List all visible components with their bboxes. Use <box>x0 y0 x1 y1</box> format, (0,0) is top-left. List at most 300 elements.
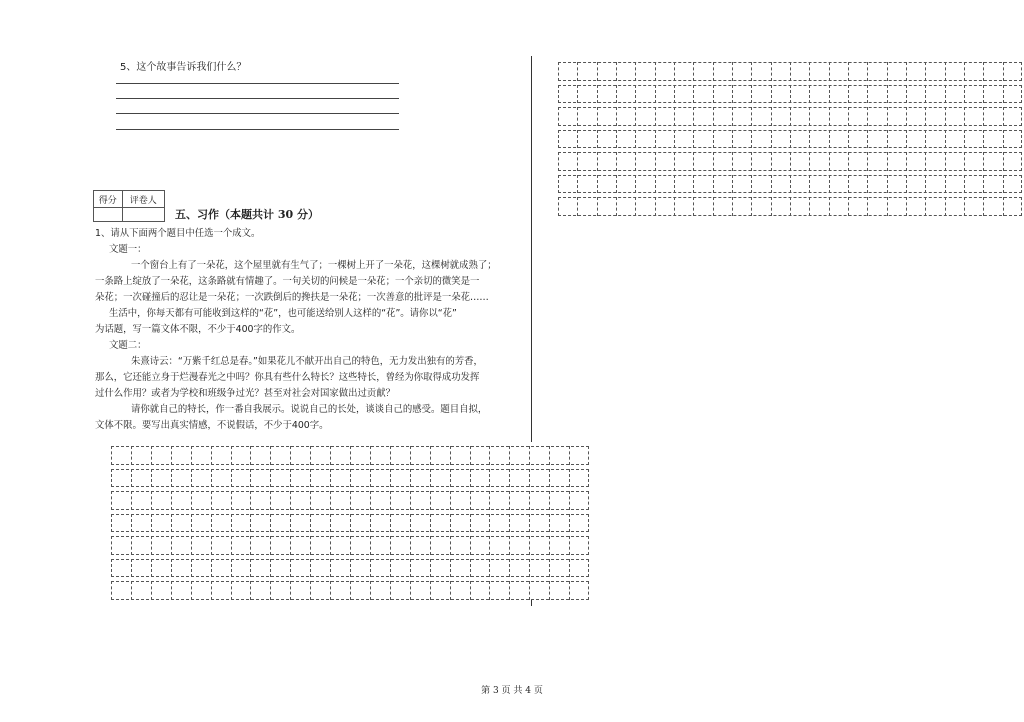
grid-cell-line <box>370 469 371 488</box>
grid-cell-line <box>751 197 752 216</box>
grid-cell-line <box>809 197 810 216</box>
grid-cell-line <box>489 581 490 600</box>
grid-cell-line <box>829 62 830 81</box>
grid-cell-line <box>350 559 351 578</box>
grid-cell-line <box>470 469 471 488</box>
grid-cell-line <box>270 491 271 510</box>
grid-cell-line <box>529 536 530 555</box>
grid-cell-line <box>470 581 471 600</box>
grid-cell-line <box>410 446 411 465</box>
score-box-entry <box>93 207 165 222</box>
grid-cell-line <box>906 107 907 126</box>
grid-cell-line <box>549 514 550 533</box>
grid-cell-line <box>191 536 192 555</box>
grid-cell-line <box>925 85 926 104</box>
grid-cell-line <box>310 446 311 465</box>
grid-cell-line <box>270 446 271 465</box>
grid-cell-line <box>569 536 570 555</box>
grid-cell-line <box>887 152 888 171</box>
grid-cell-line <box>597 62 598 81</box>
grid-cell-line <box>964 85 965 104</box>
grid-cell-line <box>809 152 810 171</box>
grid-cell-line <box>569 469 570 488</box>
grid-cell-line <box>674 197 675 216</box>
score-label: 得分 <box>94 191 123 207</box>
grid-cell-line <box>290 469 291 488</box>
grid-cell-line <box>509 581 510 600</box>
grid-cell-line <box>250 469 251 488</box>
grid-cell-line <box>655 62 656 81</box>
grid-cell-line <box>616 130 617 149</box>
grid-cell-line <box>925 197 926 216</box>
grid-cell-line <box>771 152 772 171</box>
grid-cell-line <box>270 581 271 600</box>
grid-cell-line <box>370 491 371 510</box>
grid-cell-line <box>489 446 490 465</box>
grid-cell-line <box>569 559 570 578</box>
grid-cell-line <box>732 175 733 194</box>
grid-cell-line <box>390 446 391 465</box>
grid-cell-line <box>330 581 331 600</box>
grid-cell-line <box>211 446 212 465</box>
grid-cell-line <box>674 175 675 194</box>
grid-cell-line <box>906 85 907 104</box>
grid-cell-line <box>250 491 251 510</box>
grid-cell-line <box>1003 85 1004 104</box>
grid-cell-line <box>945 152 946 171</box>
grid-cell-line <box>529 469 530 488</box>
grid-cell-line <box>597 130 598 149</box>
grid-cell-line <box>964 152 965 171</box>
grid-cell-line <box>577 152 578 171</box>
grid-cell-line <box>569 446 570 465</box>
grid-cell-line <box>693 197 694 216</box>
grid-cell-line <box>151 581 152 600</box>
grid-cell-line <box>211 469 212 488</box>
grid-cell-line <box>964 107 965 126</box>
grid-cell-line <box>470 446 471 465</box>
grid-cell-line <box>945 85 946 104</box>
grid-cell-line <box>790 152 791 171</box>
writing-grid-right[interactable] <box>558 62 1022 218</box>
grid-cell-line <box>370 581 371 600</box>
grid-cell-line <box>350 514 351 533</box>
score-entry-cell[interactable] <box>94 207 123 221</box>
grid-cell-line <box>809 62 810 81</box>
grid-cell-line <box>151 469 152 488</box>
grid-cell-line <box>549 559 550 578</box>
grid-cell-line <box>848 107 849 126</box>
grid-cell-line <box>350 469 351 488</box>
grid-cell-line <box>330 559 331 578</box>
grid-cell-line <box>330 514 331 533</box>
grid-cell-line <box>270 469 271 488</box>
grid-cell-line <box>829 175 830 194</box>
grid-cell-line <box>983 152 984 171</box>
grid-cell-line <box>489 536 490 555</box>
grid-cell-line <box>569 491 570 510</box>
grid-cell-line <box>489 469 490 488</box>
grid-cell-line <box>350 536 351 555</box>
grid-cell-line <box>693 62 694 81</box>
grid-cell-line <box>829 152 830 171</box>
grid-cell-line <box>1003 175 1004 194</box>
grid-cell-line <box>350 446 351 465</box>
grid-cell-line <box>330 536 331 555</box>
grid-cell-line <box>790 130 791 149</box>
grid-cell-line <box>693 152 694 171</box>
grid-cell-line <box>964 175 965 194</box>
grid-cell-line <box>1003 197 1004 216</box>
section-title: 五、习作（本题共计 30 分） <box>175 208 319 221</box>
grid-cell-line <box>430 469 431 488</box>
grid-cell-line <box>529 491 530 510</box>
grid-cell-line <box>131 514 132 533</box>
grid-cell-line <box>1003 107 1004 126</box>
grid-cell-line <box>848 152 849 171</box>
grid-cell-line <box>310 469 311 488</box>
grid-cell-line <box>732 85 733 104</box>
grid-cell-line <box>509 446 510 465</box>
grid-cell-line <box>310 514 311 533</box>
grid-cell-line <box>713 175 714 194</box>
grid-cell-line <box>925 62 926 81</box>
grid-cell-line <box>674 85 675 104</box>
grid-cell-line <box>925 107 926 126</box>
grid-cell-line <box>887 130 888 149</box>
grid-cell-line <box>597 197 598 216</box>
grid-cell-line <box>390 514 391 533</box>
grid-cell-line <box>751 130 752 149</box>
grid-cell-line <box>1003 152 1004 171</box>
grid-cell-line <box>693 175 694 194</box>
grid-cell-line <box>191 559 192 578</box>
grid-cell-line <box>131 536 132 555</box>
grid-cell-line <box>945 197 946 216</box>
grid-cell-line <box>450 581 451 600</box>
grid-cell-line <box>470 536 471 555</box>
grid-cell-line <box>925 152 926 171</box>
grid-cell-line <box>211 581 212 600</box>
grid-cell-line <box>635 85 636 104</box>
grid-cell-line <box>410 469 411 488</box>
grid-cell-line <box>867 175 868 194</box>
grid-cell-line <box>577 175 578 194</box>
grid-cell-line <box>290 491 291 510</box>
grid-cell-line <box>231 536 232 555</box>
grid-cell-line <box>867 85 868 104</box>
topic1-line: 一条路上绽放了一朵花，这条路就有情趣了。一句关切的问候是一朵花；一个亲切的微笑是一 <box>95 276 480 287</box>
grid-cell-line <box>290 514 291 533</box>
topic1-line: 一个窗台上有了一朵花，这个屋里就有生气了；一棵树上开了一朵花，这棵树就成熟了； <box>131 260 497 271</box>
grid-cell-line <box>290 536 291 555</box>
grid-cell-line <box>549 469 550 488</box>
grid-cell-line <box>577 85 578 104</box>
grid-cell-line <box>310 581 311 600</box>
grid-cell-line <box>674 130 675 149</box>
grid-cell-line <box>390 491 391 510</box>
grid-cell-line <box>131 559 132 578</box>
grid-cell-line <box>410 536 411 555</box>
grid-cell-line <box>848 130 849 149</box>
grid-cell-line <box>211 559 212 578</box>
grader-entry-cell[interactable] <box>123 207 164 221</box>
grid-cell-line <box>390 581 391 600</box>
grid-cell-line <box>231 581 232 600</box>
grid-cell-line <box>549 491 550 510</box>
grid-cell-line <box>577 62 578 81</box>
grid-cell-line <box>350 491 351 510</box>
grid-cell-line <box>945 62 946 81</box>
grid-cell-line <box>191 491 192 510</box>
grid-cell-line <box>151 514 152 533</box>
grid-cell-line <box>983 107 984 126</box>
grid-cell-line <box>732 62 733 81</box>
grid-cell-line <box>151 559 152 578</box>
grid-cell-line <box>906 175 907 194</box>
grid-cell-line <box>964 62 965 81</box>
grid-cell-line <box>732 152 733 171</box>
topic1-prompt-line: 生活中，你每天都有可能收到这样的“花”，也可能送给别人这样的“花”。请你以“花” <box>109 308 457 319</box>
grid-cell-line <box>790 175 791 194</box>
grid-cell-line <box>597 152 598 171</box>
grid-cell-line <box>887 62 888 81</box>
grid-cell-line <box>450 446 451 465</box>
grid-cell-line <box>829 107 830 126</box>
grid-cell-line <box>191 514 192 533</box>
grid-cell-line <box>713 85 714 104</box>
grid-cell-line <box>771 130 772 149</box>
grid-cell-line <box>751 107 752 126</box>
grid-cell-line <box>370 559 371 578</box>
grid-cell-line <box>713 197 714 216</box>
grid-cell-line <box>310 491 311 510</box>
grid-cell-line <box>655 85 656 104</box>
topic2-line: 过什么作用？或者为学校和班级争过光？甚至对社会对国家做出过贡献？ <box>95 388 396 399</box>
essay-instruction: 1、请从下面两个题目中任选一个成文。 <box>95 228 261 239</box>
grid-cell-line <box>290 581 291 600</box>
grid-cell-line <box>250 514 251 533</box>
grid-cell-line <box>848 197 849 216</box>
grid-cell-line <box>906 62 907 81</box>
grid-cell-line <box>131 446 132 465</box>
grid-cell-line <box>310 559 311 578</box>
grid-cell-line <box>509 491 510 510</box>
grid-cell-line <box>529 514 530 533</box>
grid-cell-line <box>616 197 617 216</box>
grid-cell-line <box>450 536 451 555</box>
grid-cell-line <box>290 446 291 465</box>
grid-cell-line <box>410 514 411 533</box>
grid-cell-line <box>231 469 232 488</box>
grid-cell-line <box>370 446 371 465</box>
grid-cell-line <box>713 152 714 171</box>
grid-cell-line <box>616 152 617 171</box>
grid-cell-line <box>489 559 490 578</box>
grid-cell-line <box>330 469 331 488</box>
grid-cell-line <box>410 559 411 578</box>
grid-cell-line <box>131 469 132 488</box>
topic1-prompt-line: 为话题，写一篇文体不限，不少于400字的作文。 <box>95 324 301 335</box>
grid-cell-line <box>771 107 772 126</box>
grid-cell-line <box>171 446 172 465</box>
grid-cell-line <box>131 581 132 600</box>
grid-cell-line <box>370 514 371 533</box>
grid-cell-line <box>529 446 530 465</box>
answer-line <box>116 129 399 130</box>
grid-cell-line <box>732 107 733 126</box>
grid-cell-line <box>790 85 791 104</box>
grid-cell-line <box>250 559 251 578</box>
grid-cell-line <box>848 62 849 81</box>
topic2-label: 文题二： <box>109 340 147 351</box>
grid-cell-line <box>529 581 530 600</box>
answer-line <box>116 83 399 84</box>
grid-cell-line <box>983 130 984 149</box>
grid-cell-line <box>151 536 152 555</box>
grid-cell-line <box>330 491 331 510</box>
grid-cell-line <box>964 130 965 149</box>
column-divider <box>531 56 532 442</box>
grid-cell-line <box>751 85 752 104</box>
grid-cell-line <box>635 175 636 194</box>
grid-cell-line <box>231 514 232 533</box>
grid-cell-line <box>751 152 752 171</box>
grid-cell-line <box>430 559 431 578</box>
grid-cell-line <box>410 581 411 600</box>
grid-cell-line <box>470 514 471 533</box>
grid-cell-line <box>906 197 907 216</box>
grid-cell-line <box>945 107 946 126</box>
grid-cell-line <box>635 197 636 216</box>
grid-cell-line <box>1003 130 1004 149</box>
grid-cell-line <box>674 152 675 171</box>
grid-cell-line <box>829 85 830 104</box>
grid-cell-line <box>430 446 431 465</box>
grid-cell-line <box>290 559 291 578</box>
grid-cell-line <box>171 514 172 533</box>
grid-cell-line <box>509 514 510 533</box>
grid-cell-line <box>310 536 311 555</box>
grid-cell-line <box>370 536 371 555</box>
grid-cell-line <box>829 130 830 149</box>
grid-cell-line <box>430 581 431 600</box>
grid-cell-line <box>549 581 550 600</box>
grid-cell-line <box>635 130 636 149</box>
grid-cell-line <box>250 446 251 465</box>
score-box <box>93 190 165 208</box>
grid-cell-line <box>655 130 656 149</box>
grid-cell-line <box>655 175 656 194</box>
grid-cell-line <box>693 107 694 126</box>
grid-cell-line <box>635 152 636 171</box>
grid-cell-line <box>790 197 791 216</box>
grid-cell-line <box>191 581 192 600</box>
grid-cell-line <box>983 62 984 81</box>
grid-cell-line <box>151 446 152 465</box>
grid-cell-line <box>430 536 431 555</box>
grid-cell-line <box>809 107 810 126</box>
grid-cell-line <box>470 491 471 510</box>
grid-cell-line <box>390 559 391 578</box>
grid-cell-line <box>151 491 152 510</box>
grid-cell-line <box>674 107 675 126</box>
grid-cell-line <box>577 107 578 126</box>
grid-cell-line <box>713 62 714 81</box>
grid-cell-line <box>350 581 351 600</box>
topic1-line: 朵花；一次碰撞后的忍让是一朵花；一次跌倒后的搀扶是一朵花；一次善意的批评是一朵花…… <box>95 292 489 303</box>
grid-cell-line <box>848 85 849 104</box>
grid-cell-line <box>829 197 830 216</box>
grid-cell-line <box>616 62 617 81</box>
grid-cell-line <box>713 107 714 126</box>
page-number: 第 3 页 共 4 页 <box>481 686 543 696</box>
grid-cell-line <box>983 85 984 104</box>
grid-cell-line <box>191 446 192 465</box>
writing-grid-left[interactable] <box>111 446 589 602</box>
grid-cell-line <box>867 107 868 126</box>
grid-cell-line <box>509 536 510 555</box>
grid-cell-line <box>529 559 530 578</box>
grid-cell-line <box>887 85 888 104</box>
grid-cell-line <box>509 469 510 488</box>
grid-cell-line <box>270 559 271 578</box>
grid-cell-line <box>470 559 471 578</box>
grid-cell-line <box>887 107 888 126</box>
grid-cell-line <box>751 62 752 81</box>
grid-cell-line <box>171 469 172 488</box>
grid-cell-line <box>131 491 132 510</box>
grid-cell-line <box>330 446 331 465</box>
answer-line <box>116 98 399 99</box>
grid-cell-line <box>771 175 772 194</box>
grid-cell-line <box>790 107 791 126</box>
grid-cell-line <box>867 197 868 216</box>
grid-cell-line <box>925 130 926 149</box>
grid-cell-line <box>509 559 510 578</box>
grid-cell-line <box>945 175 946 194</box>
grader-label: 评卷人 <box>129 195 157 206</box>
grid-cell-line <box>171 559 172 578</box>
grid-cell-line <box>577 197 578 216</box>
grid-cell-line <box>887 175 888 194</box>
grid-cell-line <box>211 514 212 533</box>
topic1-label: 文题一： <box>109 244 147 255</box>
grid-cell-line <box>211 491 212 510</box>
grid-cell-line <box>597 85 598 104</box>
topic2-line: 朱熹诗云：“万紫千红总是春。”如果花儿不献开出自己的特色，无力发出独有的芳香， <box>131 356 483 367</box>
grid-cell-line <box>713 130 714 149</box>
grid-cell-line <box>171 536 172 555</box>
grid-cell-line <box>809 175 810 194</box>
grid-cell-line <box>171 581 172 600</box>
grid-cell-line <box>964 197 965 216</box>
grid-cell-line <box>569 581 570 600</box>
topic2-prompt-line: 文体不限。要写出真实情感，不说假话，不少于400字。 <box>95 420 329 431</box>
grid-cell-line <box>693 85 694 104</box>
topic2-prompt-line: 请你就自己的特长，作一番自我展示。说说自己的长处，谈谈自己的感受。题目自拟， <box>131 404 488 415</box>
grid-cell-line <box>771 197 772 216</box>
grid-cell-line <box>983 197 984 216</box>
grid-cell-line <box>549 536 550 555</box>
grid-cell-line <box>231 491 232 510</box>
grid-cell-line <box>693 130 694 149</box>
grid-cell-line <box>887 197 888 216</box>
grid-cell-line <box>635 62 636 81</box>
grid-cell-line <box>790 62 791 81</box>
grid-cell-line <box>809 130 810 149</box>
grid-cell-line <box>945 130 946 149</box>
